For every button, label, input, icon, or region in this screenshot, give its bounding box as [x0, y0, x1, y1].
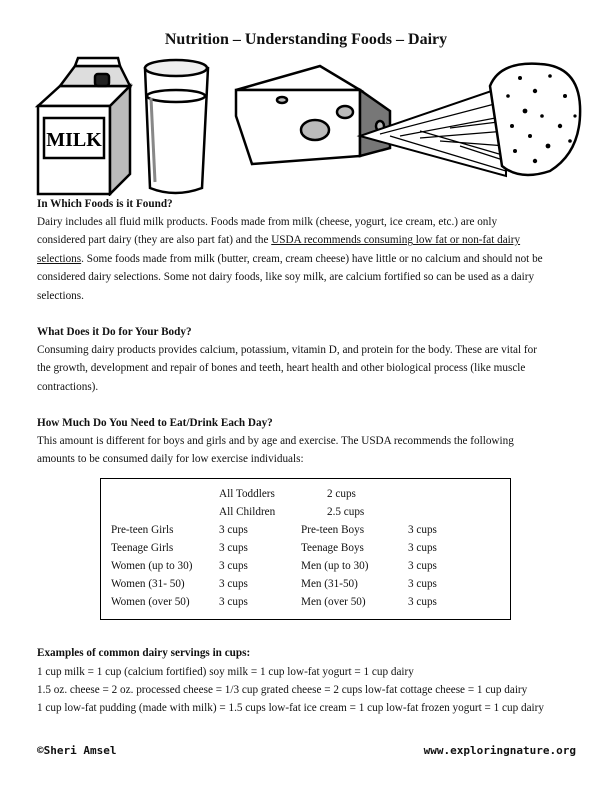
examples-heading: Examples of common dairy servings in cups: [37, 647, 251, 659]
ice-cream-cone-icon [360, 64, 580, 176]
table-cell-girls: Women (over 50) [111, 596, 190, 608]
table-cell-boys: Pre-teen Boys [301, 524, 365, 536]
dairy-illustrations [30, 56, 586, 196]
table-cell-girls: Pre-teen Girls [111, 524, 174, 536]
table-cell-boys-amount: 3 cups [408, 578, 437, 590]
toddlers-label: All Toddlers [219, 488, 275, 500]
table-cell-boys-amount: 3 cups [408, 596, 437, 608]
section-heading-body: What Does it Do for Your Body? [37, 326, 192, 338]
table-cell-girls: Women (up to 30) [111, 560, 193, 572]
footer-copyright: ©Sheri Amsel [37, 744, 117, 757]
toddlers-amount: 2 cups [327, 488, 356, 500]
example-line-1: 1 cup milk = 1 cup (calcium fortified) soy milk = 1 cup low-fat yogurt = 1 cup dairy [37, 666, 414, 678]
table-cell-girls-amount: 3 cups [219, 524, 248, 536]
text-line: considered dairy selections. Some not dairy foods, like soy milk, are calcium fortified so can be used as a dairy [37, 271, 535, 284]
cheese-icon [236, 66, 390, 164]
section-found-text [37, 213, 583, 305]
table-cell-boys-amount: 3 cups [408, 524, 437, 536]
usda-recommendation-underlined-cont: selections [37, 252, 82, 265]
text-line: amounts to be consumed daily for low exercise individuals: [37, 453, 304, 466]
milk-carton-icon [38, 58, 130, 194]
children-label: All Children [219, 506, 276, 518]
table-cell-boys: Teenage Boys [301, 542, 364, 554]
text-line [37, 231, 583, 249]
text-line: Consuming dairy products provides calcium, potassium, vitamin D, and protein for the body. These are vital for [37, 344, 537, 356]
text-line: Dairy includes all fluid milk products. Foods made from milk (cheese, yogurt, ice cream, etc.) are only [37, 216, 498, 228]
page-title: Nutrition – Understanding Foods – Dairy [164, 31, 448, 48]
text-line: selections. [37, 289, 84, 302]
table-cell-girls-amount: 3 cups [219, 596, 248, 608]
section-amount-text [37, 432, 583, 469]
section-body-text [37, 341, 583, 396]
text-line: the growth, development and repair of bones and teeth, heart health and other biological process (like muscle [37, 362, 526, 375]
table-cell-girls-amount: 3 cups [219, 542, 248, 554]
section-heading-found: In Which Foods is it Found? [37, 198, 173, 210]
milk-label: MILK [46, 129, 102, 151]
footer-website: www.exploringnature.org [423, 744, 576, 757]
table-cell-girls-amount: 3 cups [219, 578, 248, 590]
text-line [37, 250, 583, 268]
table-cell-girls-amount: 3 cups [219, 560, 248, 572]
text-span: . Some foods made from milk (butter, cream, cream cheese) have little or no calcium and should not be [81, 252, 543, 265]
table-cell-boys-amount: 3 cups [408, 542, 437, 554]
daily-amounts-table [100, 478, 511, 620]
table-cell-boys: Men (up to 30) [301, 560, 369, 572]
text-line: This amount is different for boys and girls and by age and exercise. The USDA recommends the following [37, 435, 514, 447]
text-line: contractions). [37, 380, 99, 393]
text-span: considered part dairy (they are also part fat) and the [37, 234, 272, 247]
table-cell-girls: Teenage Girls [111, 542, 174, 554]
children-amount: 2.5 cups [327, 506, 365, 518]
table-cell-boys: Men (over 50) [301, 596, 366, 608]
table-cell-boys: Men (31-50) [301, 578, 358, 590]
table-cell-girls: Women (31- 50) [111, 578, 185, 590]
example-line-2: 1.5 oz. cheese = 2 oz. processed cheese = 1/3 cup grated cheese = 2 cups low-fat cottage cheese = 1 cup dairy [37, 684, 528, 696]
milk-glass-icon [145, 60, 208, 193]
example-line-3: 1 cup low-fat pudding (made with milk) = 1.5 cups low-fat ice cream = 1 cup low-fat frozen yogurt = 1 cup dairy [37, 702, 544, 714]
usda-recommendation-underlined: USDA recommends consuming low fat or non-fat dairy [271, 234, 521, 247]
section-heading-amount: How Much Do You Need to Eat/Drink Each Day? [37, 417, 273, 429]
table-cell-boys-amount: 3 cups [408, 560, 437, 572]
